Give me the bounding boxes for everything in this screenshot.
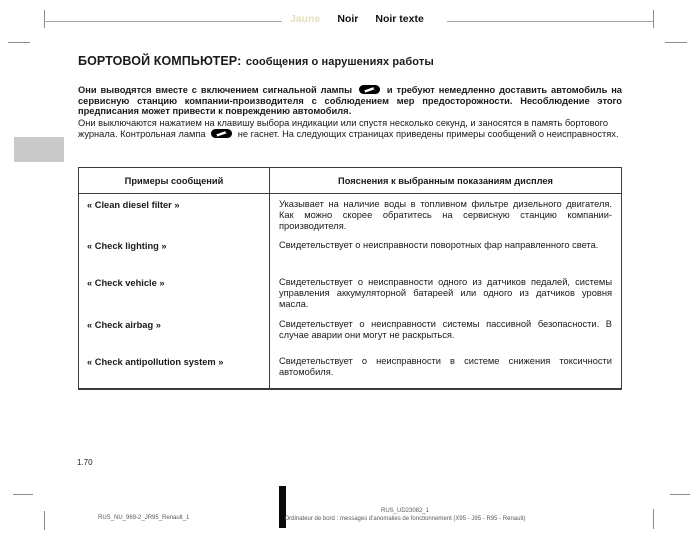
proof-label-noir-texte: Noir texte [375, 13, 424, 25]
intro-regular-text-after: не гаснет. На следующих страницах приведены примеры сообщений о неисправностях. [237, 128, 619, 139]
proof-color-labels [290, 13, 424, 25]
table-row [79, 194, 621, 235]
message-cell: « Clean diesel filter » [87, 200, 180, 210]
message-cell: « Check antipollution system » [87, 356, 224, 367]
message-cell: « Check airbag » [87, 319, 161, 330]
table-row [79, 235, 621, 272]
crop-mark [8, 42, 30, 43]
table-row [79, 351, 621, 388]
page-title-main: БОРТОВОЙ КОМПЬЮТЕР: [78, 54, 242, 68]
footer-right-reference-line1: RUS_UD23082_1 [380, 508, 430, 514]
table-header-explanations: Пояснения к выбранным показаниям дисплея [269, 168, 621, 193]
table-header-row [79, 168, 621, 194]
intro-bold-text-before: Они выводятся вместе с включением сигнальной лампы [78, 85, 353, 95]
footer-right-reference-line2: Ordinateur de bord : messages d'anomalies de fonctionnement (X95 - J95 - R95 - Renault) [284, 515, 526, 522]
proof-label-noir: Noir [337, 13, 359, 25]
crop-mark [665, 42, 687, 43]
intro-paragraph-bold [78, 85, 622, 117]
proof-header-rule-left [44, 21, 282, 22]
footer-left-reference: RUS_NU_969-2_JR95_Renault_1 [98, 515, 190, 521]
service-wrench-lamp-icon [359, 85, 380, 94]
crop-mark [670, 494, 690, 495]
table-row [79, 272, 621, 313]
explanation-cell: Свидетельствует о неисправности поворотных фар направленного света. [269, 235, 621, 272]
explanation-cell: Свидетельствует о неисправности в системе снижения токсичности автомобиля. [269, 351, 621, 388]
crop-mark [44, 511, 45, 530]
service-wrench-lamp-icon [211, 129, 232, 138]
messages-table [78, 167, 622, 390]
explanation-cell: Свидетельствует о неисправности системы пассивной безопасности. В случае аварии они могут не раскрыться. [269, 314, 621, 351]
intro-regular-text-before: Они выключаются нажатием на клавишу выбора индикации или спустя несколько секунд, и заносятся в память бортового журнала. Контрольная лампа [78, 118, 609, 139]
page-number: 1.70 [77, 458, 93, 467]
crop-mark [44, 10, 45, 28]
proof-header-rule-right [447, 21, 653, 22]
table-header-messages: Примеры сообщений [124, 175, 224, 186]
table-row [79, 314, 621, 351]
message-cell: « Check lighting » [87, 241, 167, 252]
page-title [78, 52, 434, 70]
page-title-sub: сообщения о нарушениях работы [245, 56, 434, 68]
footer-right-reference [245, 508, 565, 523]
explanation-cell: Указывает на наличие воды в топливном фильтре дизельного двигателя. Как можно скорее обратитесь на сервисную станцию компании-производителя. [269, 194, 621, 235]
explanation-cell: Свидетельствует о неисправности одного из датчиков педалей, системы управления аккумуляторной батареей или одного из датчиков уровня масла. [269, 272, 621, 313]
intro-bold-text-after: и требуют немедленно доставить автомобиль на сервисную станцию компании-производителя с соблюдением мер предосторожности. Несоблюдение этого предписания может привести к повреждению автомобиля. [78, 85, 622, 116]
message-cell: « Check vehicle » [87, 278, 165, 289]
proof-label-jaune: Jaune [290, 13, 321, 25]
section-tab-marker [14, 137, 64, 162]
crop-mark [653, 10, 654, 28]
crop-mark [653, 509, 654, 529]
intro-paragraph-regular [78, 118, 622, 139]
crop-mark [13, 494, 33, 495]
